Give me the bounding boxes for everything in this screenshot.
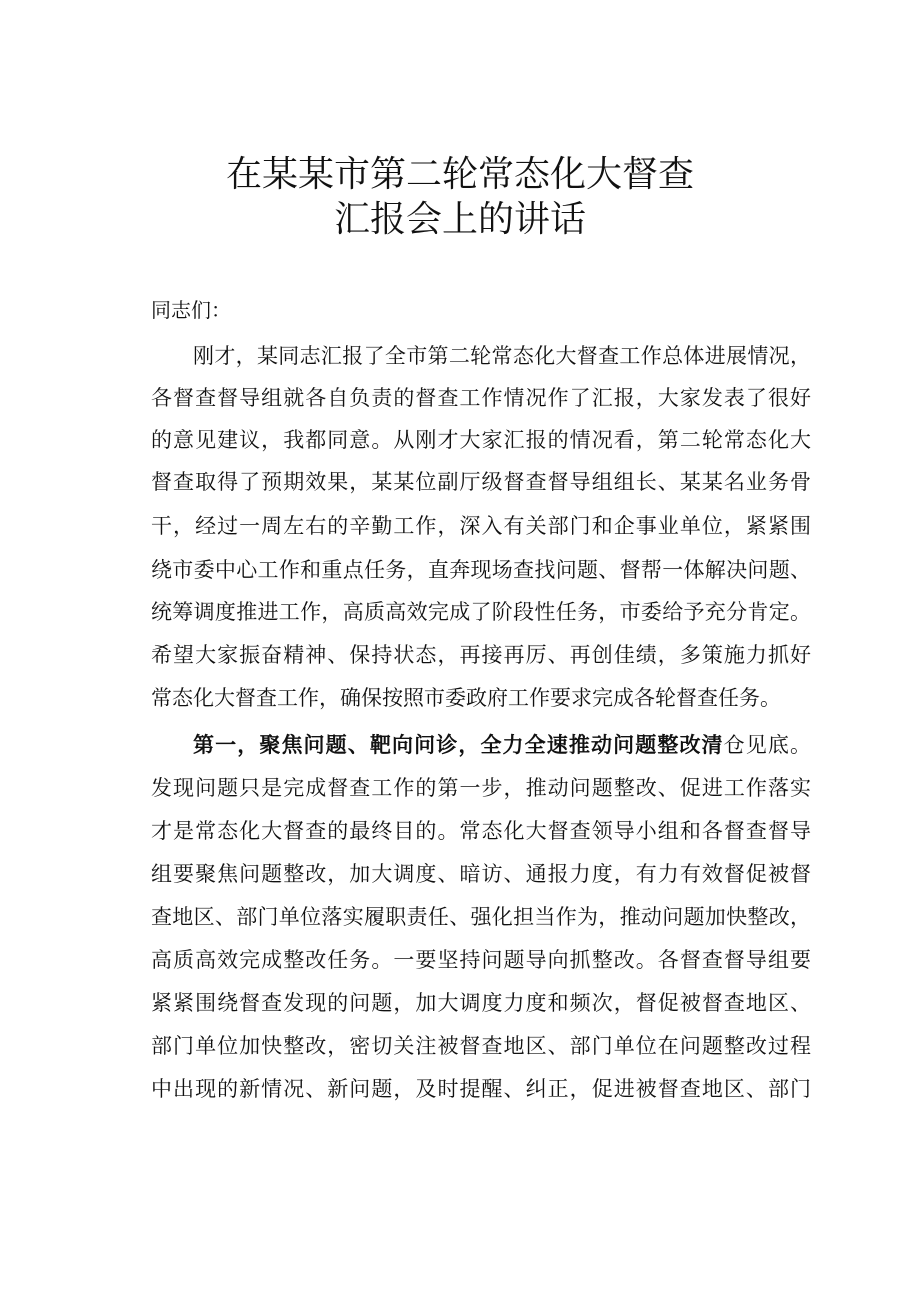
paragraph2-line-3: 组要聚焦问题整改，加大调度、暗访、通报力度，有力有效督促被督: [151, 862, 811, 886]
paragraph1-line-7: 统筹调度推进工作，高质高效完成了阶段性任务，市委给予充分肯定。: [151, 600, 811, 624]
document-title-line-2: 汇报会上的讲话: [333, 199, 586, 240]
paragraph2-heading-tail: 仓见底。: [723, 733, 812, 757]
paragraph2-line-7: 部门单位加快整改，密切关注被督查地区、部门单位在问题整改过程: [151, 1034, 811, 1058]
paragraph2-line-2: 才是常态化大督查的最终目的。常态化大督查领导小组和各督查督导: [151, 819, 811, 843]
paragraph2-line-5: 高质高效完成整改任务。一要坚持问题导向抓整改。各督查督导组要: [151, 948, 811, 972]
paragraph1-line-9: 常态化大督査工作，确保按照市委政府工作要求完成各轮督查任务。: [151, 686, 781, 710]
paragraph1-line-6: 绕市委中心工作和重点任务，直奔现场查找问题、督帮一体解决问题、: [151, 558, 811, 582]
paragraph1-line-4: 督查取得了预期效果，某某位副厅级督查督导组组长、某某名业务骨: [151, 470, 811, 494]
paragraph1-line-8: 希望大家振奋精神、保持状态，再接再厉、再创佳绩，多策施力抓好: [151, 643, 811, 667]
paragraph2-line-8: 中出现的新情况、新问题，及时提醒、纠正，促进被督查地区、部门: [151, 1077, 811, 1101]
paragraph2-heading-line: [193, 731, 811, 759]
paragraph1-line-5: 干，经过一周左右的辛勤工作，深入有关部门和企事业单位，紧紧围: [151, 514, 811, 538]
paragraph1-line-3: 的意见建议，我都同意。从刚才大家汇报的情况看，第二轮常态化大: [151, 428, 811, 452]
paragraph2-line-6: 紧紧围绕督查发现的问题，加大调度力度和频次，督促被督查地区、: [151, 991, 811, 1015]
paragraph2-line-4: 查地区、部门单位落实履职责任、强化担当作为，推动问题加快整改，: [151, 905, 811, 929]
paragraph2-line-1: 发现问题只是完成督查工作的第一步，推动问题整改、促进工作落实: [151, 776, 811, 800]
salutation: 同志们：: [151, 298, 231, 322]
paragraph1-line-1: 刚才，某同志汇报了全市第二轮常态化大督查工作总体进展情况，: [193, 344, 811, 368]
paragraph1-line-2: 各督查督导组就各自负责的督查工作情况作了汇报，大家发表了很好: [151, 386, 811, 410]
document-title-line-1: 在某某市第二轮常态化大督查: [225, 154, 694, 195]
paragraph2-heading: 第一，聚焦问题、靶向问诊，全力全速推动问题整改清: [193, 733, 724, 757]
